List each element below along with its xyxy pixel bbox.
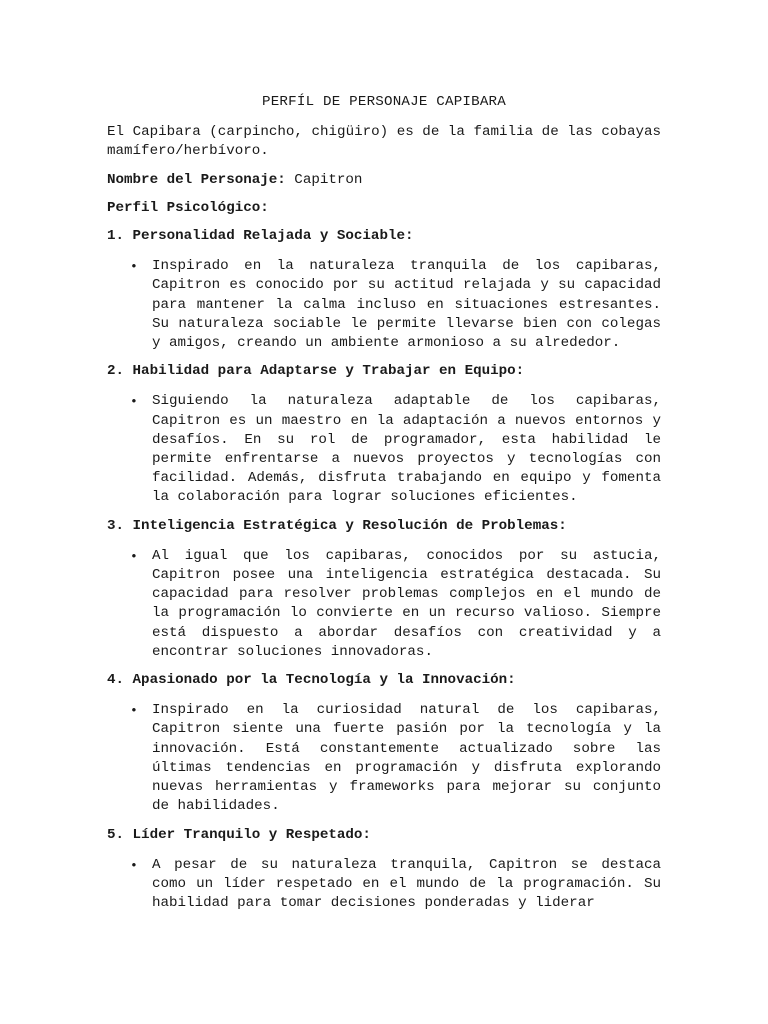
character-name-line xyxy=(107,171,661,190)
section-heading: 4. Apasionado por la Tecnología y la Innovación: xyxy=(107,672,516,689)
bullet-list xyxy=(107,701,661,816)
list-item xyxy=(130,701,661,816)
list-item xyxy=(130,547,661,662)
bullet-icon: • xyxy=(130,259,138,275)
list-item-text: Inspirado en la naturaleza tranquila de los capibaras, Capitron es conocido por su actitud relajada y su capacidad para mantener la calma incluso en situaciones estresantes. Su naturaleza sociable le permite llevarse bien con colegas y amigos, creando un ambiente armonioso a su alrededor. xyxy=(152,258,661,352)
bullet-icon: • xyxy=(130,548,138,564)
section-heading: 3. Inteligencia Estratégica y Resolución de Problemas: xyxy=(107,517,567,534)
character-name-value: Capitron xyxy=(285,171,363,188)
list-item-text: A pesar de su naturaleza tranquila, Capitron se destaca como un líder respetado en el mundo de la programación. Su habilidad para tomar decisiones ponderadas y liderar xyxy=(152,856,661,912)
bullet-list xyxy=(107,856,661,914)
bullet-list xyxy=(107,257,661,353)
document-content xyxy=(107,93,661,922)
bullet-icon: • xyxy=(130,857,138,873)
intro-paragraph: El Capibara (carpincho, chigüiro) es de la familia de las cobayas mamífero/herbívoro. xyxy=(107,124,661,160)
document-title: PERFÍL DE PERSONAJE CAPIBARA xyxy=(262,94,506,110)
section-heading: 2. Habilidad para Adaptarse y Trabajar en Equipo: xyxy=(107,363,525,380)
bullet-list xyxy=(107,392,661,507)
list-item-text: Siguiendo la naturaleza adaptable de los capibaras, Capitron es un maestro en la adaptación a nuevos entornos y desafíos. En su rol de programador, esta habilidad le permite enfrentarse a nuevos proyectos y tecnologías con facilidad. Además, disfruta trabajando en equipo y fomenta la colaboración para lograr soluciones eficientes. xyxy=(152,393,661,506)
section-heading: 5. Líder Tranquilo y Respetado: xyxy=(107,826,371,843)
section-heading: 1. Personalidad Relajada y Sociable: xyxy=(107,228,414,245)
character-name-label: Nombre del Personaje: xyxy=(107,171,286,188)
bullet-list xyxy=(107,547,661,662)
list-item xyxy=(130,392,661,507)
list-item-text: Inspirado en la curiosidad natural de los capibaras, Capitron siente una fuerte pasión por la tecnología y la innovación. Está constantemente actualizado sobre las últimas tendencias en programación y disfruta explorando nuevas herramientas y frameworks para mejorar su conjunto de habilidades. xyxy=(152,702,661,815)
profile-heading: Perfil Psicológico: xyxy=(107,199,269,216)
bullet-icon: • xyxy=(130,394,138,410)
list-item xyxy=(130,856,661,914)
bullet-icon: • xyxy=(130,703,138,719)
list-item-text: Al igual que los capibaras, conocidos por su astucia, Capitron posee una inteligencia estratégica destacada. Su capacidad para resolver problemas complejos en el mundo de la programación lo convierte en un recurso valioso. Siempre está dispuesto a abordar desafíos con creatividad y a encontrar soluciones innovadoras. xyxy=(152,547,661,660)
list-item xyxy=(130,257,661,353)
